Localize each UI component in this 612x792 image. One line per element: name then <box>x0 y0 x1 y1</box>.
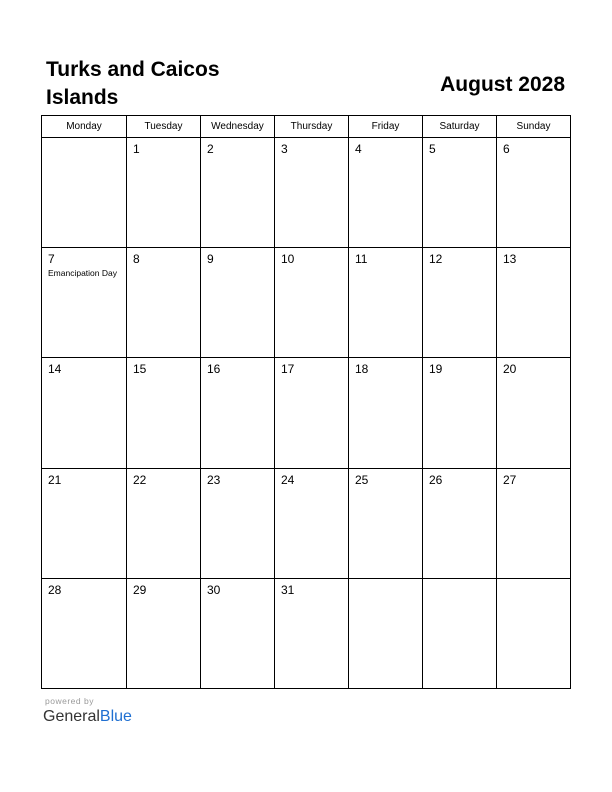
day-cell <box>275 469 349 578</box>
day-cell <box>349 358 423 467</box>
day-number: 7 <box>48 252 55 267</box>
weekday-sunday: Sunday <box>516 121 551 132</box>
brand-blue-text: Blue <box>99 708 132 725</box>
day-cell <box>42 248 127 357</box>
day-number: 2 <box>207 142 214 156</box>
day-number: 20 <box>503 362 517 377</box>
day-cell <box>201 579 275 689</box>
day-cell <box>201 469 275 578</box>
day-number: 31 <box>281 582 295 597</box>
day-cell <box>275 138 349 247</box>
day-cell <box>497 138 570 247</box>
holiday-label: Emancipation Day <box>48 268 117 279</box>
day-number: 30 <box>207 582 221 597</box>
day-number: 28 <box>48 582 62 597</box>
week-row-3 <box>42 358 570 468</box>
day-number: 16 <box>207 362 221 377</box>
day-cell <box>127 579 201 689</box>
day-cell <box>42 138 127 247</box>
day-number: 1 <box>133 142 140 156</box>
footer-branding <box>43 696 132 728</box>
day-number: 9 <box>207 252 214 267</box>
generalblue-logo[interactable] <box>43 706 132 728</box>
day-number: 10 <box>281 252 295 267</box>
day-number: 24 <box>281 472 295 487</box>
day-cell <box>42 579 127 689</box>
day-number: 8 <box>133 252 140 267</box>
day-cell <box>127 248 201 357</box>
weekday-wednesday: Wednesday <box>201 116 275 137</box>
day-cell <box>497 579 570 689</box>
day-number: 4 <box>355 142 362 156</box>
week-row-2 <box>42 248 570 358</box>
month-year-title: August 2028 <box>440 73 565 96</box>
day-number: 17 <box>281 362 295 377</box>
brand-general-text: General <box>43 708 100 725</box>
day-number: 21 <box>48 472 62 487</box>
day-number: 18 <box>355 362 369 377</box>
day-cell <box>42 358 127 467</box>
day-number: 19 <box>429 362 443 377</box>
day-number: 14 <box>48 362 62 377</box>
day-number: 22 <box>133 472 147 487</box>
weekday-tuesday: Tuesday <box>127 116 201 137</box>
day-cell <box>497 248 570 357</box>
week-row-1 <box>42 138 570 248</box>
day-cell <box>349 138 423 247</box>
weekday-header-row <box>42 116 570 138</box>
day-cell <box>423 358 497 467</box>
week-row-4 <box>42 469 570 579</box>
day-cell <box>275 579 349 689</box>
weekday-friday: Friday <box>349 116 423 137</box>
day-number: 5 <box>429 142 436 156</box>
day-cell <box>423 469 497 578</box>
day-number: 11 <box>355 252 368 267</box>
weekday-saturday: Saturday <box>423 116 497 137</box>
day-cell <box>349 579 423 689</box>
powered-by-text: powered by <box>45 696 94 706</box>
day-cell <box>275 248 349 357</box>
day-cell <box>423 138 497 247</box>
day-cell <box>349 469 423 578</box>
day-cell <box>275 358 349 467</box>
day-number: 25 <box>355 472 369 487</box>
day-cell <box>201 358 275 467</box>
day-cell <box>42 469 127 578</box>
week-row-5 <box>42 579 570 689</box>
day-cell <box>497 358 570 467</box>
day-cell <box>201 138 275 247</box>
weekday-thursday: Thursday <box>275 116 349 137</box>
day-number: 15 <box>133 362 147 377</box>
day-number: 6 <box>503 142 510 156</box>
day-cell <box>127 358 201 467</box>
day-number: 3 <box>281 142 288 156</box>
day-number: 26 <box>429 472 443 487</box>
day-cell <box>423 579 497 689</box>
day-number: 29 <box>133 582 147 597</box>
day-cell <box>423 248 497 357</box>
day-cell <box>497 469 570 578</box>
calendar-grid <box>41 115 571 689</box>
weekday-monday: Monday <box>42 116 127 137</box>
day-cell <box>349 248 423 357</box>
day-cell <box>127 138 201 247</box>
country-title: Turks and Caicos Islands <box>46 58 220 109</box>
day-cell <box>127 469 201 578</box>
day-cell <box>201 248 275 357</box>
day-number: 27 <box>503 472 517 487</box>
day-number: 13 <box>503 252 517 267</box>
day-number: 23 <box>207 472 221 487</box>
day-number: 12 <box>429 252 443 267</box>
